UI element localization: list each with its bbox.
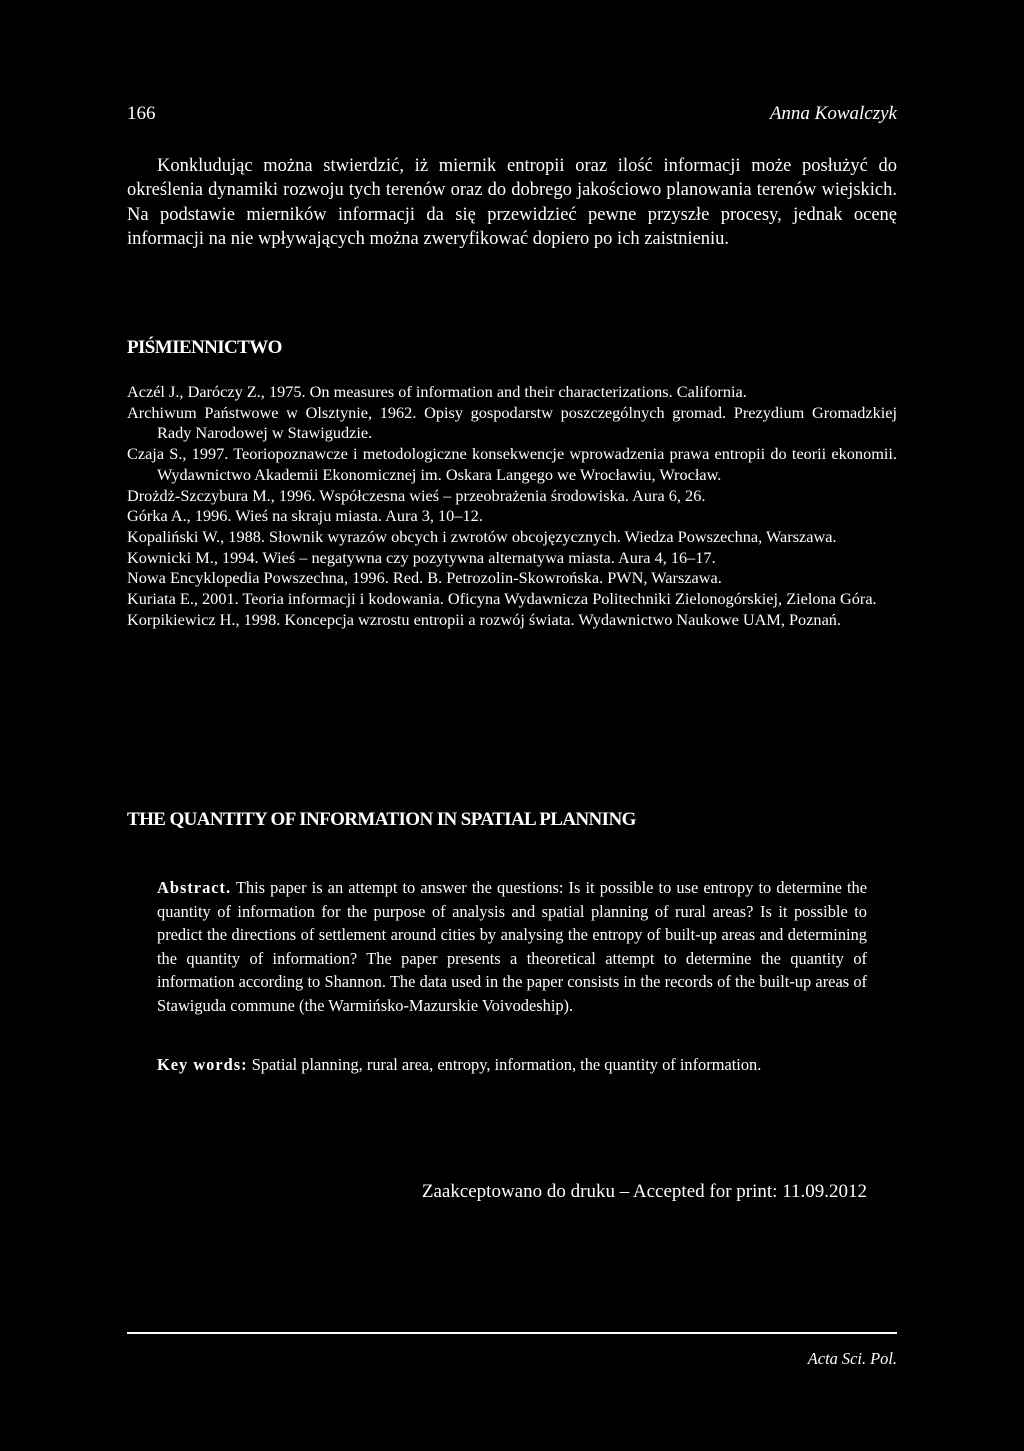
reference-item: Drożdż-Szczybura M., 1996. Współczesna wieś – przeobrażenia środowiska. Aura 6, 26. xyxy=(127,485,706,505)
reference-item: Kopaliński W., 1988. Słownik wyrazów obcych i zwrotów obcojęzycznych. Wiedza Powszechna, Warszawa. xyxy=(127,526,837,546)
reference-item: Aczél J., Daróczy Z., 1975. On measures of information and their characterizations. California. xyxy=(127,382,747,401)
keywords-paragraph xyxy=(157,1053,867,1077)
reference-item: Kuriata E., 2001. Teoria informacji i kodowania. Oficyna Wydawnicza Politechniki Zielonogórskiej, Zielona Góra. xyxy=(127,589,877,609)
keywords-label: Key words: xyxy=(157,1055,248,1074)
abstract-label: Abstract. xyxy=(157,878,232,897)
reference-item: Czaja S., 1997. Teoriopoznawcze i metodologiczne konsekwencje wprowadzenia prawa entropii do teorii ekonomii. Wydawnictwo Akademii Ekonomicznej im. Oskara Langego we Wrocławiu, Wrocław. xyxy=(127,444,897,484)
abstract-text: This paper is an attempt to answer the questions: Is it possible to use entropy to determine the quantity of information for the purpose of analysis and spatial planning of rural areas? Is it possible to predict the directions of settlement around cities by analysing the entropy of built-up areas and determining the quantity of information? The paper presents a theoretical attempt to determine the quantity of information according to Shannon. The data used in the paper consists in the records of the built-up areas of Stawiguda commune (the Warmińsko-Mazurskie Voivodeship). xyxy=(157,878,867,1015)
reference-item: Nowa Encyklopedia Powszechna, 1996. Red. B. Petrozolin-Skowrońska. PWN, Warszawa. xyxy=(127,568,722,588)
body-paragraph: Konkludując można stwierdzić, iż miernik entropii oraz ilość informacji może posłużyć do określenia dynamiki rozwoju tych terenów oraz do dobrego jakościowo planowania terenów wiejskich. Na podstawie mierników informacji da się przewidzieć pewne przyszłe procesy, jednak ocenę informacji na nie wpływających można zweryfikować dopiero po ich zaistnieniu. xyxy=(127,156,897,249)
reference-item: Korpikiewicz H., 1998. Koncepcja wzrostu entropii a rozwój świata. Wydawnictwo Naukowe UAM, Poznań. xyxy=(127,609,842,629)
footer-journal: Acta Sci. Pol. xyxy=(807,1349,897,1368)
reference-item: Kownicki M., 1994. Wieś – negatywna czy pozytywna alternatywa miasta. Aura 4, 16–17. xyxy=(127,547,716,567)
references-list xyxy=(127,382,897,630)
abstract-paragraph xyxy=(157,876,867,1017)
keywords-text: Spatial planning, rural area, entropy, information, the quantity of information. xyxy=(251,1055,762,1074)
reference-item: Archiwum Państwowe w Olsztynie, 1962. Opisy gospodarstw poszczególnych gromad. Prezydium Gromadzkiej Rady Narodowej w Stawigudzie. xyxy=(127,402,897,443)
running-head-author: Anna Kowalczyk xyxy=(769,103,897,124)
references-heading: PIŚMIENNICTWO xyxy=(127,337,282,358)
footer-rule xyxy=(127,1332,897,1334)
accepted-date: Zaakceptowano do druku – Accepted for print: 11.09.2012 xyxy=(421,1181,867,1202)
page-number: 166 xyxy=(127,103,156,124)
abstract-title: THE QUANTITY OF INFORMATION IN SPATIAL PLANNING xyxy=(127,809,636,830)
reference-item: Górka A., 1996. Wieś na skraju miasta. Aura 3, 10–12. xyxy=(127,506,483,526)
